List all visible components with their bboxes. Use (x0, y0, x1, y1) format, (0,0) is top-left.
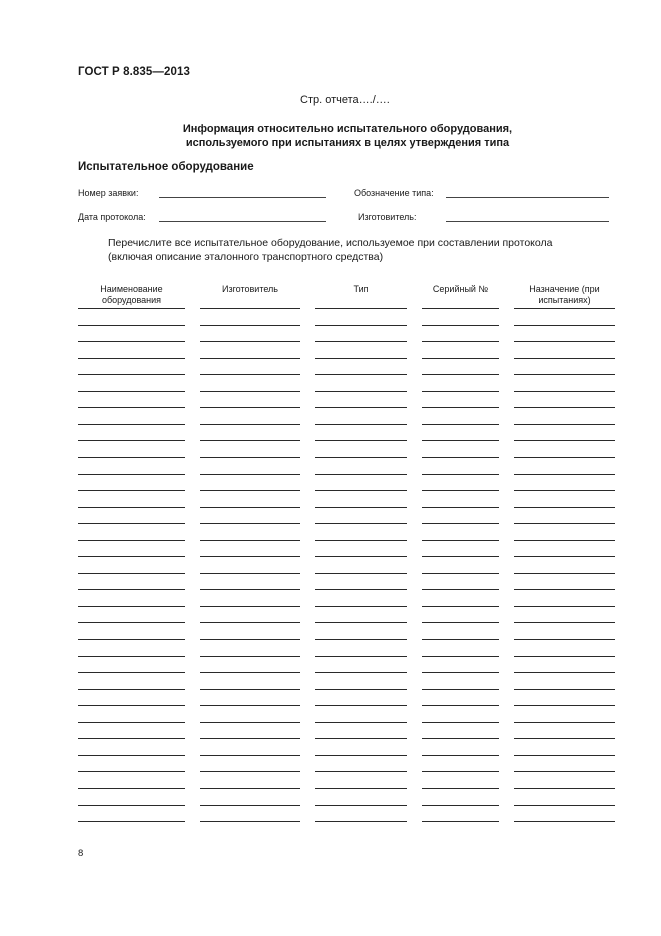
purpose-cell[interactable] (514, 341, 615, 342)
manufacturer-cell[interactable] (200, 457, 300, 458)
serial-number-cell[interactable] (422, 622, 499, 623)
equipment-name-cell[interactable] (78, 689, 185, 690)
serial-number-cell[interactable] (422, 556, 499, 557)
manufacturer-cell[interactable] (200, 738, 300, 739)
equipment-name-cell[interactable] (78, 391, 185, 392)
type-cell[interactable] (315, 639, 407, 640)
purpose-cell[interactable] (514, 622, 615, 623)
equipment-name-cell[interactable] (78, 325, 185, 326)
equipment-name-cell[interactable] (78, 705, 185, 706)
type-cell[interactable] (315, 805, 407, 806)
document-title (90, 122, 605, 150)
purpose-cell[interactable] (514, 391, 615, 392)
serial-number-cell[interactable] (422, 358, 499, 359)
equipment-name-cell[interactable] (78, 540, 185, 541)
instruction-text (108, 236, 608, 264)
type-cell[interactable] (315, 424, 407, 425)
serial-number-cell[interactable] (422, 589, 499, 590)
type-cell[interactable] (315, 656, 407, 657)
serial-number-cell[interactable] (422, 424, 499, 425)
type-cell[interactable] (315, 374, 407, 375)
manufacturer-cell[interactable] (200, 656, 300, 657)
manufacturer-cell[interactable] (200, 622, 300, 623)
manufacturer-cell[interactable] (200, 771, 300, 772)
type-cell[interactable] (315, 556, 407, 557)
instruction-line-1: Перечислите все испытательное оборудование, используемое при составлении протокола (108, 237, 553, 249)
manufacturer-cell[interactable] (200, 639, 300, 640)
type-cell[interactable] (315, 325, 407, 326)
purpose-cell[interactable] (514, 407, 615, 408)
purpose-cell[interactable] (514, 705, 615, 706)
equipment-name-cell[interactable] (78, 523, 185, 524)
type-cell[interactable] (315, 358, 407, 359)
manufacturer-cell[interactable] (200, 606, 300, 607)
type-cell[interactable] (315, 341, 407, 342)
equipment-name-cell[interactable] (78, 755, 185, 756)
serial-number-cell[interactable] (422, 805, 499, 806)
type-cell[interactable] (315, 722, 407, 723)
serial-number-cell[interactable] (422, 689, 499, 690)
purpose-cell[interactable] (514, 771, 615, 772)
equipment-name-cell[interactable] (78, 424, 185, 425)
manufacturer-cell[interactable] (200, 490, 300, 491)
manufacturer-cell[interactable] (200, 556, 300, 557)
serial-number-cell[interactable] (422, 308, 499, 309)
purpose-cell[interactable] (514, 440, 615, 441)
title-line-2: используемого при испытаниях в целях утверждения типа (185, 137, 510, 149)
manufacturer-cell[interactable] (200, 722, 300, 723)
equipment-name-cell[interactable] (78, 821, 185, 822)
type-cell[interactable] (315, 457, 407, 458)
type-cell[interactable] (315, 507, 407, 508)
serial-number-cell[interactable] (422, 755, 499, 756)
type-cell[interactable] (315, 622, 407, 623)
equipment-name-cell[interactable] (78, 474, 185, 475)
type-cell[interactable] (315, 407, 407, 408)
manufacturer-field[interactable] (446, 221, 609, 222)
application-number-field[interactable] (159, 197, 326, 198)
serial-number-cell[interactable] (422, 440, 499, 441)
purpose-cell[interactable] (514, 507, 615, 508)
purpose-cell[interactable] (514, 639, 615, 640)
column-header-equipment-name: Наименование оборудования (100, 284, 163, 305)
serial-number-cell[interactable] (422, 374, 499, 375)
equipment-name-cell[interactable] (78, 490, 185, 491)
standard-code: ГОСТ Р 8.835—2013 (78, 66, 190, 78)
manufacturer-cell[interactable] (200, 755, 300, 756)
manufacturer-cell[interactable] (200, 523, 300, 524)
column-header-manufacturer: Изготовитель (222, 284, 278, 294)
serial-number-cell[interactable] (422, 341, 499, 342)
type-designation-label: Обозначение типа: (354, 188, 434, 198)
purpose-cell[interactable] (514, 474, 615, 475)
equipment-name-cell[interactable] (78, 407, 185, 408)
type-cell[interactable] (315, 738, 407, 739)
equipment-name-cell[interactable] (78, 556, 185, 557)
manufacturer-cell[interactable] (200, 689, 300, 690)
manufacturer-cell[interactable] (200, 507, 300, 508)
serial-number-cell[interactable] (422, 788, 499, 789)
equipment-name-cell[interactable] (78, 440, 185, 441)
equipment-name-cell[interactable] (78, 805, 185, 806)
serial-number-cell[interactable] (422, 606, 499, 607)
serial-number-cell[interactable] (422, 391, 499, 392)
equipment-name-cell[interactable] (78, 622, 185, 623)
equipment-name-cell[interactable] (78, 656, 185, 657)
manufacturer-cell[interactable] (200, 325, 300, 326)
equipment-name-cell[interactable] (78, 308, 185, 309)
serial-number-cell[interactable] (422, 490, 499, 491)
section-title: Испытательное оборудование (78, 161, 254, 173)
purpose-cell[interactable] (514, 358, 615, 359)
type-cell[interactable] (315, 391, 407, 392)
instruction-line-2: (включая описание эталонного транспортного средства) (108, 251, 384, 263)
purpose-cell[interactable] (514, 755, 615, 756)
purpose-cell[interactable] (514, 308, 615, 309)
serial-number-cell[interactable] (422, 523, 499, 524)
protocol-date-field[interactable] (159, 221, 326, 222)
manufacturer-cell[interactable] (200, 440, 300, 441)
manufacturer-cell[interactable] (200, 424, 300, 425)
manufacturer-cell[interactable] (200, 573, 300, 574)
type-cell[interactable] (315, 308, 407, 309)
type-cell[interactable] (315, 606, 407, 607)
manufacturer-cell[interactable] (200, 341, 300, 342)
column-header-type: Тип (353, 284, 369, 294)
type-cell[interactable] (315, 755, 407, 756)
equipment-name-cell[interactable] (78, 573, 185, 574)
equipment-name-cell[interactable] (78, 374, 185, 375)
manufacturer-cell[interactable] (200, 374, 300, 375)
manufacturer-cell[interactable] (200, 540, 300, 541)
purpose-cell[interactable] (514, 490, 615, 491)
serial-number-cell[interactable] (422, 771, 499, 772)
type-cell[interactable] (315, 705, 407, 706)
manufacturer-label: Изготовитель: (358, 212, 417, 222)
equipment-name-cell[interactable] (78, 341, 185, 342)
serial-number-cell[interactable] (422, 722, 499, 723)
serial-number-cell[interactable] (422, 738, 499, 739)
type-cell[interactable] (315, 490, 407, 491)
type-cell[interactable] (315, 573, 407, 574)
serial-number-cell[interactable] (422, 457, 499, 458)
serial-number-cell[interactable] (422, 672, 499, 673)
purpose-cell[interactable] (514, 540, 615, 541)
purpose-cell[interactable] (514, 556, 615, 557)
serial-number-cell[interactable] (422, 656, 499, 657)
type-cell[interactable] (315, 523, 407, 524)
column-header-purpose: Назначение (при испытаниях) (529, 284, 600, 305)
purpose-cell[interactable] (514, 424, 615, 425)
serial-number-cell[interactable] (422, 407, 499, 408)
title-line-1: Информация относительно испытательного оборудования, (182, 123, 513, 135)
type-cell[interactable] (315, 672, 407, 673)
page-number: 8 (78, 848, 84, 859)
manufacturer-cell[interactable] (200, 474, 300, 475)
purpose-cell[interactable] (514, 589, 615, 590)
type-cell[interactable] (315, 788, 407, 789)
equipment-name-cell[interactable] (78, 672, 185, 673)
manufacturer-cell[interactable] (200, 705, 300, 706)
type-cell[interactable] (315, 440, 407, 441)
serial-number-cell[interactable] (422, 821, 499, 822)
type-designation-field[interactable] (446, 197, 609, 198)
equipment-name-cell[interactable] (78, 788, 185, 789)
purpose-cell[interactable] (514, 788, 615, 789)
purpose-cell[interactable] (514, 325, 615, 326)
protocol-date-label: Дата протокола: (78, 212, 146, 222)
equipment-name-cell[interactable] (78, 738, 185, 739)
manufacturer-cell[interactable] (200, 672, 300, 673)
equipment-name-cell[interactable] (78, 606, 185, 607)
purpose-cell[interactable] (514, 374, 615, 375)
purpose-cell[interactable] (514, 573, 615, 574)
purpose-cell[interactable] (514, 738, 615, 739)
equipment-name-cell[interactable] (78, 589, 185, 590)
type-cell[interactable] (315, 689, 407, 690)
serial-number-cell[interactable] (422, 325, 499, 326)
equipment-name-cell[interactable] (78, 771, 185, 772)
serial-number-cell[interactable] (422, 540, 499, 541)
purpose-cell[interactable] (514, 689, 615, 690)
serial-number-cell[interactable] (422, 573, 499, 574)
purpose-cell[interactable] (514, 672, 615, 673)
type-cell[interactable] (315, 821, 407, 822)
type-cell[interactable] (315, 474, 407, 475)
type-cell[interactable] (315, 540, 407, 541)
purpose-cell[interactable] (514, 805, 615, 806)
type-cell[interactable] (315, 589, 407, 590)
purpose-cell[interactable] (514, 523, 615, 524)
manufacturer-cell[interactable] (200, 308, 300, 309)
manufacturer-cell[interactable] (200, 805, 300, 806)
manufacturer-cell[interactable] (200, 589, 300, 590)
page-reference: Стр. отчета…./…. (300, 94, 390, 106)
equipment-name-cell[interactable] (78, 722, 185, 723)
serial-number-cell[interactable] (422, 639, 499, 640)
column-header-serial-number: Серийный № (432, 284, 489, 294)
serial-number-cell[interactable] (422, 474, 499, 475)
purpose-cell[interactable] (514, 457, 615, 458)
type-cell[interactable] (315, 771, 407, 772)
manufacturer-cell[interactable] (200, 358, 300, 359)
purpose-cell[interactable] (514, 656, 615, 657)
purpose-cell[interactable] (514, 821, 615, 822)
serial-number-cell[interactable] (422, 705, 499, 706)
equipment-name-cell[interactable] (78, 457, 185, 458)
manufacturer-cell[interactable] (200, 407, 300, 408)
equipment-name-cell[interactable] (78, 507, 185, 508)
application-number-label: Номер заявки: (78, 188, 139, 198)
equipment-name-cell[interactable] (78, 639, 185, 640)
manufacturer-cell[interactable] (200, 821, 300, 822)
purpose-cell[interactable] (514, 606, 615, 607)
serial-number-cell[interactable] (422, 507, 499, 508)
manufacturer-cell[interactable] (200, 391, 300, 392)
manufacturer-cell[interactable] (200, 788, 300, 789)
equipment-name-cell[interactable] (78, 358, 185, 359)
purpose-cell[interactable] (514, 722, 615, 723)
